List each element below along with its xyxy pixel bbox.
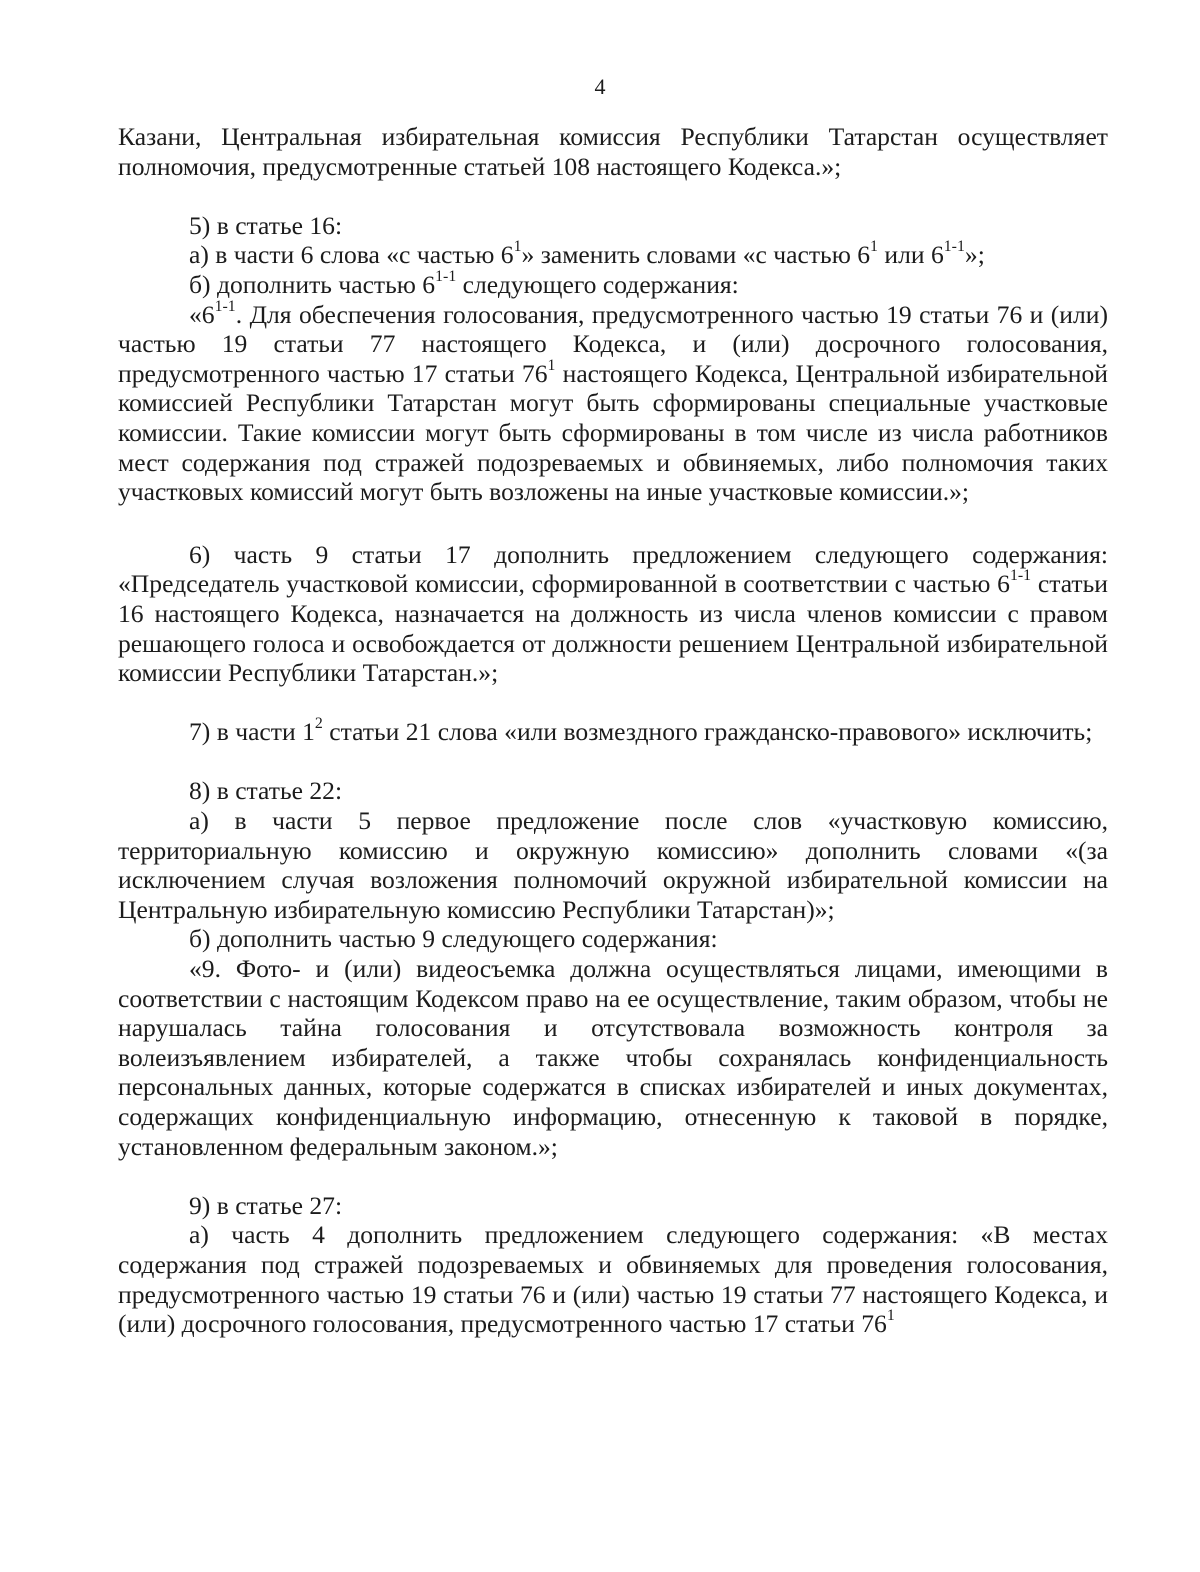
superscript: 1-1 (214, 297, 236, 315)
text-run: а) в части 6 слова «с частью 6 (189, 240, 514, 270)
text-run: а) в части 5 первое предложение после слов «участковую комиссию, территориальную комиссию и окружную комиссию» дополнить словами «(за исключением случая возложения полномочий окружной избирательной комиссии на Центральную избирательную комиссию Республики Татарстан)»; (118, 806, 1108, 924)
text-run: . Для обеспечения голосования, предусмотренного частью 19 статьи 76 и (или) частью 19 статьи 77 настоящего Кодекса, и (или) досрочного голосования, предусмотренного частью 17 статьи 76 (118, 299, 1108, 388)
text-run: 8) в статье 22: (189, 776, 343, 806)
text-run: 5) в статье 16: (189, 210, 343, 240)
text-run: Казани, Центральная избирательная комиссия Республики Татарстан осуществляет полномочия, предусмотренные статьей 108 настоящего Кодекса.»; (118, 122, 1108, 181)
text-run: статьи 16 настоящего Кодекса, назначается на должность из числа членов комиссии с правом решающего голоса и освобождается от должности решением Центральной избирательной комиссии Республики Татарстан.»; (118, 569, 1108, 688)
text-run: настоящего Кодекса, Центральной избирательной комиссией Республики Татарстан могут быть сформированы специальные участковые комиссии. Такие комиссии могут быть сформированы в том числе из числа работников мест содержания под стражей подозреваемых и обвиняемых, либо полномочия таких участковых комиссий могут быть возложены на иные участковые комиссии.»; (118, 358, 1108, 507)
text-run: б) дополнить частью 6 (189, 269, 436, 299)
superscript: 1-1 (1009, 567, 1032, 585)
paragraph-p12 (118, 1191, 1108, 1221)
paragraph-p3 (118, 240, 1108, 270)
superscript: 2 (314, 715, 323, 733)
superscript: 1 (886, 1307, 895, 1325)
text-run: » заменить словами «с частью 6 (521, 240, 871, 270)
text-run: б) дополнить частью 9 следующего содержания: (189, 924, 718, 954)
text-run: 7) в части 1 (189, 717, 315, 747)
text-run: или 6 (877, 240, 944, 270)
text-run: а) часть 4 дополнить предложением следующего содержания: «В местах содержания под стражей подозреваемых и обвиняемых для проведения голосования, предусмотренного частью 19 статьи 76 и (или) частью 19 статьи 77 настоящего Кодекса, и (или) досрочного голосования, предусмотренного частью 17 статьи 76 (118, 1220, 1108, 1339)
paragraph-p6 (118, 540, 1108, 688)
text-run: 6) часть 9 статьи 17 дополнить предложением следующего содержания: «Председатель участковой комиссии, сформированной в соответствии с частью 6 (118, 539, 1108, 599)
text-run: 9) в статье 27: (189, 1190, 343, 1220)
document-body (118, 122, 1108, 1339)
superscript: 1 (547, 356, 556, 374)
paragraph-p1 (118, 122, 1108, 181)
page-number: 4 (594, 74, 606, 99)
paragraph-p13 (118, 1220, 1108, 1338)
paragraph-p7 (118, 717, 1108, 747)
superscript: 1 (513, 238, 522, 256)
superscript: 1-1 (943, 238, 965, 256)
superscript: 1-1 (435, 268, 457, 286)
text-run: следующего содержания: (456, 269, 739, 299)
paragraph-p2 (118, 211, 1108, 241)
paragraph-p8 (118, 776, 1108, 806)
text-run: статьи 21 слова «или возмездного гражданско-правового» исключить; (322, 717, 1093, 747)
paragraph-p5 (118, 297, 1108, 507)
superscript: 1 (870, 238, 878, 256)
paragraph-p11 (118, 954, 1108, 1161)
paragraph-p9 (118, 806, 1108, 924)
text-run: »; (964, 240, 985, 270)
text-run: «9. Фото- и (или) видеосъемка должна осуществляться лицами, имеющими в соответствии с настоящим Кодексом право на ее осуществление, таким образом, чтобы не нарушалась тайна голосования и отсутствовала возможность контроля за волеизъявлением избирателей, а также чтобы сохранялась конфиденциальность персональных данных, которые содержатся в списках избирателей и иных документах, содержащих конфиденциальную информацию, отнесенную к таковой в порядке, установленном федеральным законом.»; (118, 954, 1108, 1161)
paragraph-p4 (118, 270, 1108, 300)
paragraph-p10 (118, 924, 1108, 954)
text-run: «6 (189, 299, 215, 329)
